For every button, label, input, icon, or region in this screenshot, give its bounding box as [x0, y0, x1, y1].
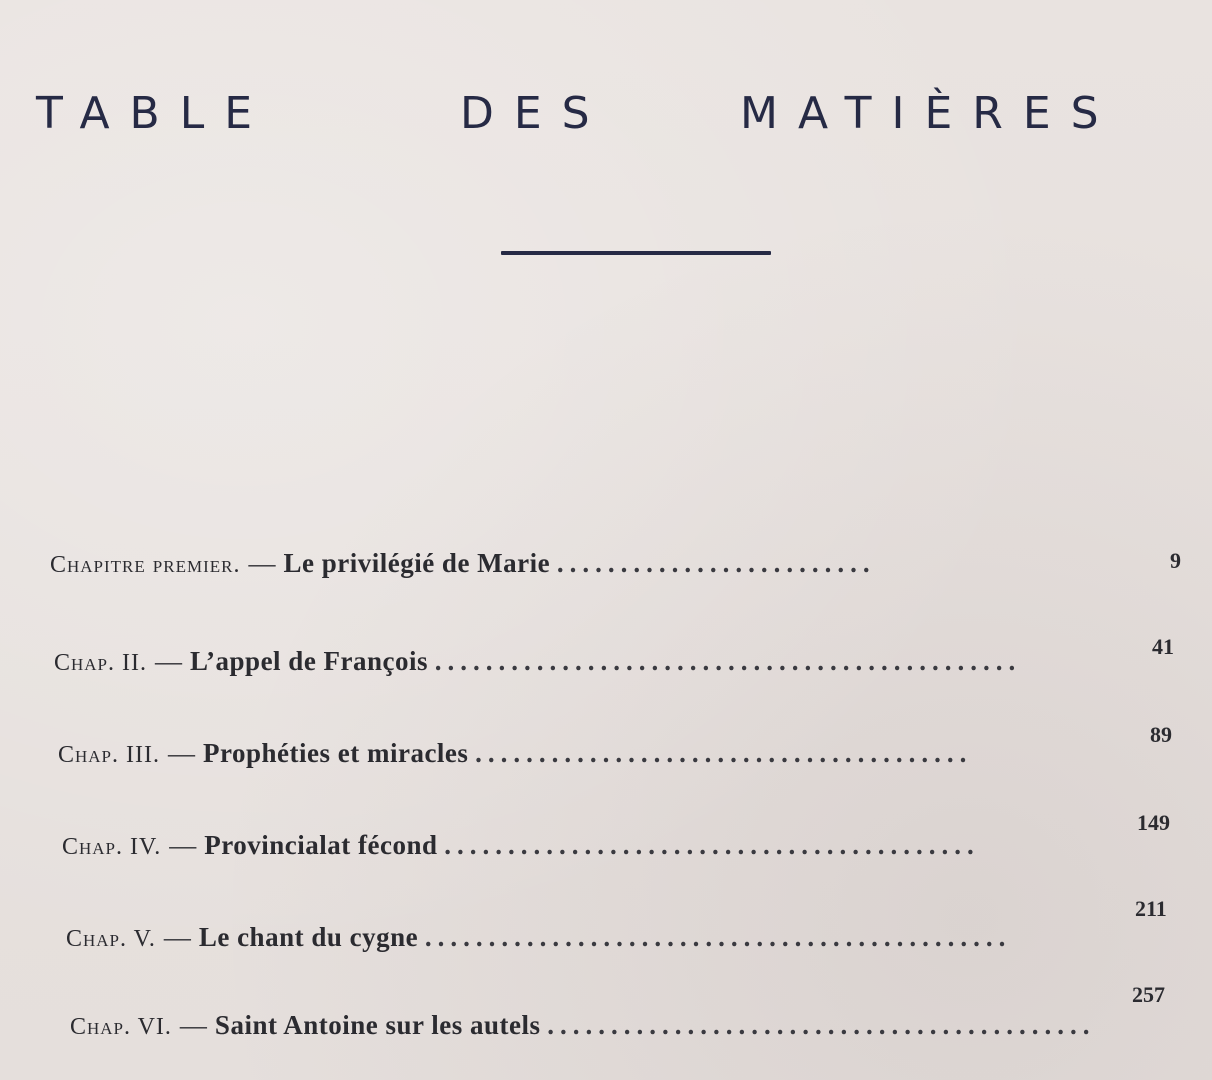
- toc-entry-2: [54, 646, 1021, 677]
- chapter-label: Chap. VI.: [70, 1014, 172, 1040]
- page-number-2: 41: [1152, 634, 1174, 659]
- chapter-title: Le chant du cygne: [198, 922, 419, 952]
- toc-entry-5: [66, 922, 1011, 953]
- page-number-5: 211: [1135, 896, 1167, 921]
- dot-leader: ..............................................: [434, 646, 1022, 676]
- dot-leader: .........................: [556, 548, 876, 578]
- chapter-label: Chap. II.: [54, 650, 148, 676]
- chapter-label: Chap. V.: [66, 926, 156, 952]
- chapter-title: Le privilégié de Marie: [283, 548, 551, 578]
- page-number-6: 257: [1132, 982, 1165, 1007]
- dash-separator: —: [155, 646, 183, 676]
- dash-separator: —: [248, 548, 276, 578]
- title-word-matieres: MATIÈRES: [740, 88, 1119, 139]
- dash-separator: —: [163, 922, 191, 952]
- toc-entry-1: [50, 548, 876, 579]
- title-word-des: DES: [460, 88, 610, 139]
- chapter-label: Chap. III.: [58, 742, 160, 768]
- dash-separator: —: [179, 1010, 207, 1040]
- dot-leader: ...........................................: [547, 1010, 1096, 1040]
- chapter-title: Prophéties et miracles: [203, 738, 469, 768]
- toc-entry-6: [70, 1010, 1095, 1041]
- dash-separator: —: [168, 738, 195, 768]
- dash-separator: —: [169, 830, 197, 860]
- page-number-1: 9: [1170, 548, 1181, 573]
- chapter-label: Chap. IV.: [62, 834, 162, 860]
- toc-entry-4: [62, 830, 980, 861]
- dot-leader: .......................................: [475, 738, 973, 768]
- chapter-title: L’appel de François: [190, 646, 429, 676]
- chapter-label: Chapitre premier.: [50, 552, 241, 578]
- dot-leader: ..............................................: [424, 922, 1012, 952]
- toc-entry-3: [58, 738, 972, 769]
- dot-leader: ..........................................: [444, 830, 980, 860]
- chapter-title: Provincialat fécond: [204, 830, 438, 860]
- page-number-3: 89: [1150, 722, 1172, 747]
- chapter-title: Saint Antoine sur les autels: [214, 1010, 541, 1040]
- page-number-4: 149: [1137, 810, 1170, 835]
- title-word-table: TABLE: [36, 88, 273, 139]
